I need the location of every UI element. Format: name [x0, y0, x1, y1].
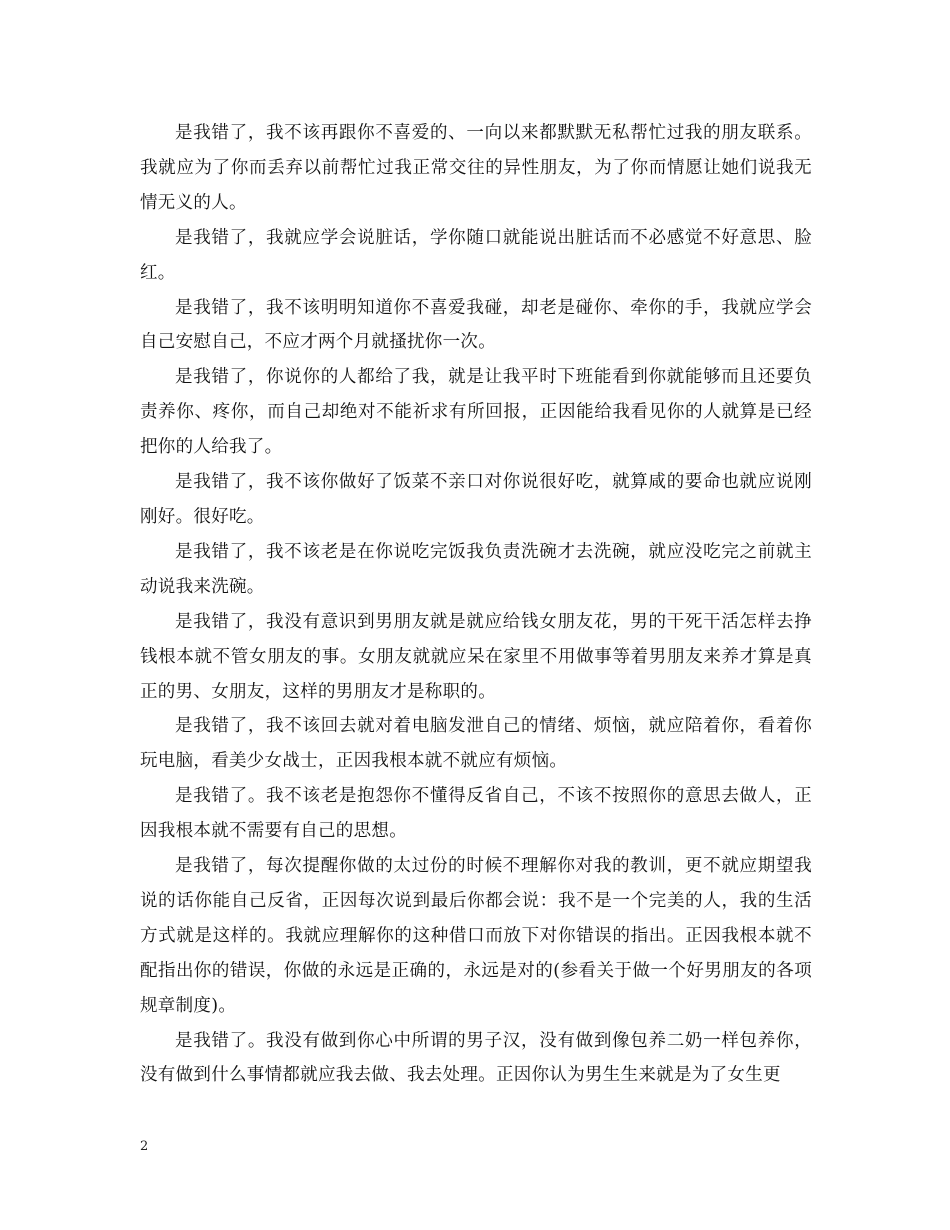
paragraph-6: 是我错了，我不该老是在你说吃完饭我负责洗碗才去洗碗，就应没吃完之前就主动说我来洗碗。 [140, 541, 812, 597]
paragraph-2: 是我错了，我就应学会说脏话，学你随口就能说出脏话而不必感觉不好意思、脸红。 [140, 227, 812, 283]
paragraph-1: 是我错了，我不该再跟你不喜爱的、一向以来都默默无私帮忙过我的朋友联系。我就应为了你而丢弃以前帮忙过我正常交往的异性朋友，为了你而情愿让她们说我无情无义的人。 [140, 123, 812, 213]
paragraph-8: 是我错了，我不该回去就对着电脑发泄自己的情绪、烦恼，就应陪着你，看着你玩电脑，看美少女战士，正因我根本就不就应有烦恼。 [140, 716, 812, 772]
paragraph-5: 是我错了，我不该你做好了饭菜不亲口对你说很好吃，就算咸的要命也就应说刚刚好。很好吃。 [140, 472, 812, 527]
paragraph-11: 是我错了。我没有做到你心中所谓的男子汉，没有做到像包养二奶一样包养你，没有做到什么事情都就应我去做、我去处理。正因你认为男生生来就是为了女生更 [140, 1030, 812, 1086]
paragraph-3: 是我错了，我不该明明知道你不喜爱我碰，却老是碰你、牵你的手，我就应学会自己安慰自己，不应才两个月就搔扰你一次。 [140, 297, 812, 353]
paragraph-9: 是我错了。我不该老是抱怨你不懂得反省自己，不该不按照你的意思去做人，正因我根本就不需要有自己的思想。 [140, 786, 812, 842]
paragraph-7: 是我错了，我没有意识到男朋友就是就应给钱女朋友花，男的干死干活怎样去挣钱根本就不管女朋友的事。女朋友就就应呆在家里不用做事等着男朋友来养才算是真正的男、女朋友，这样的男朋友才是称职的。 [140, 611, 812, 702]
page-number: 2 [140, 1139, 149, 1154]
paragraph-4: 是我错了，你说你的人都给了我，就是让我平时下班能看到你就能够而且还要负责养你、疼你，而自己却绝对不能祈求有所回报，正因能给我看见你的人就算是已经把你的人给我了。 [140, 367, 812, 458]
paragraph-10: 是我错了，每次提醒你做的太过份的时候不理解你对我的教训，更不就应期望我说的话你能自己反省，正因每次说到最后你都会说：我不是一个完美的人，我的生活方式就是这样的。我就应理解你的这种借口而放下对你错误的指出。正因我根本就不配指出你的错误，你做的永远是正确的，永远是对的(参看关于做一个好男朋友的各项规章制度)。 [140, 856, 812, 1016]
document-body [140, 116, 812, 1093]
